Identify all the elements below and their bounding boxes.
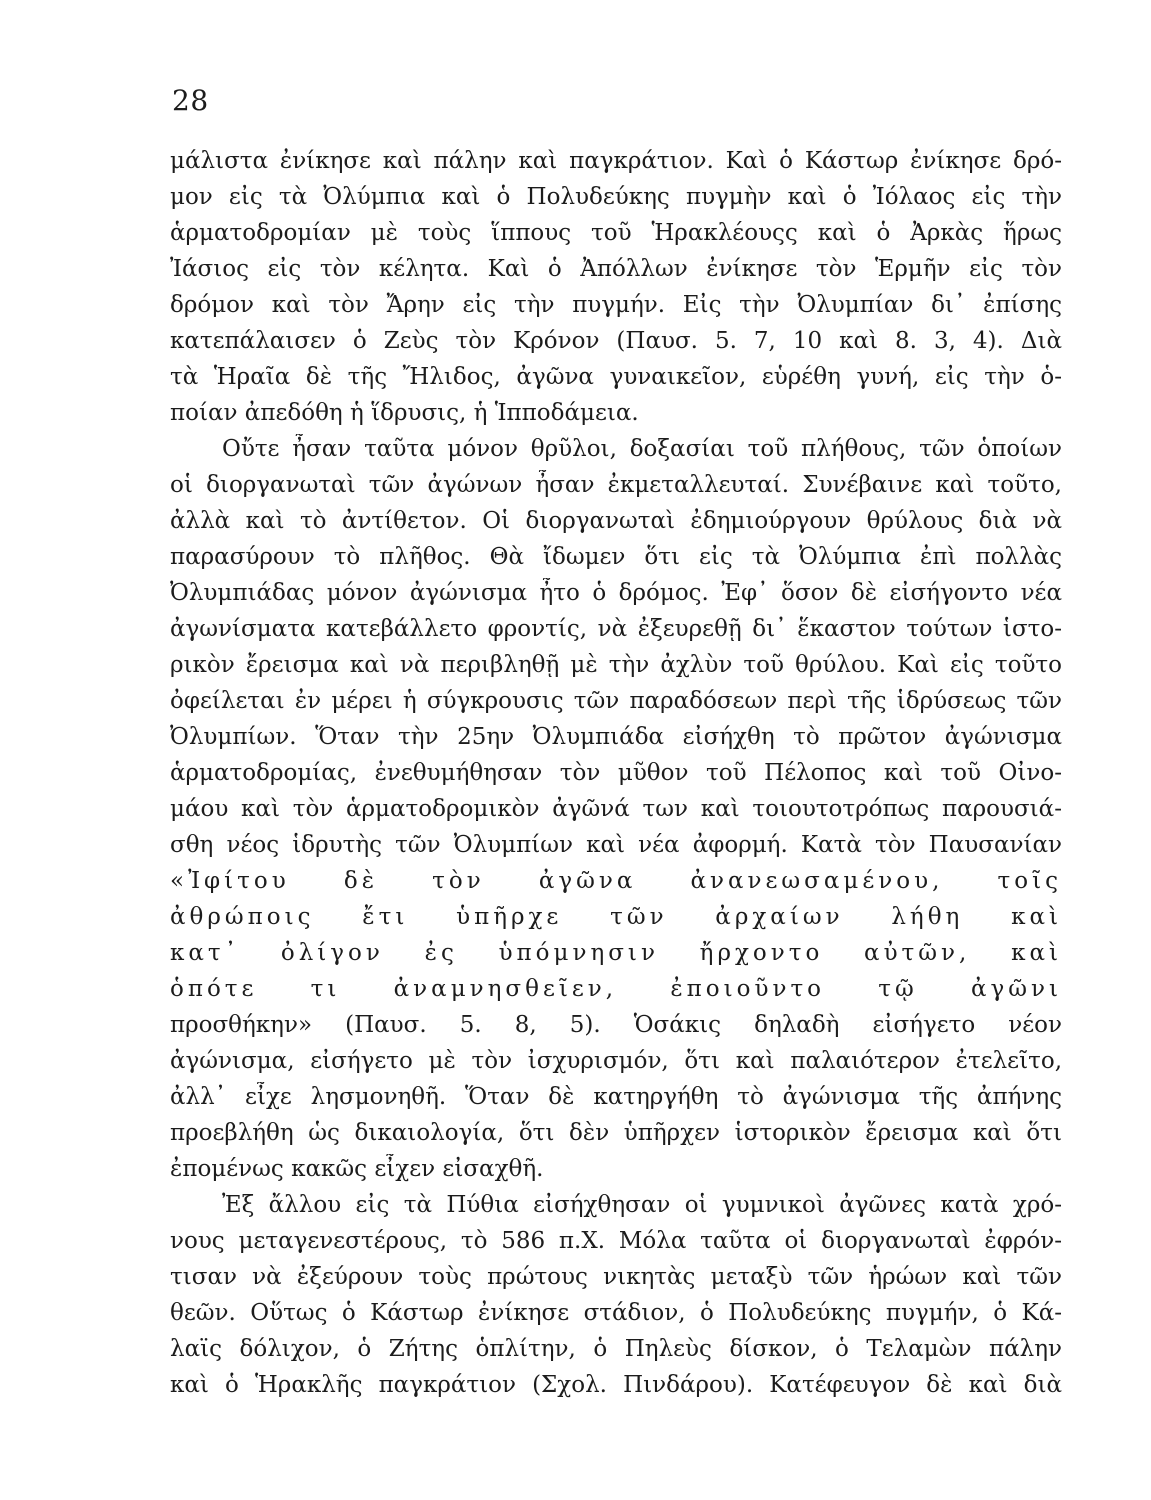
- text-line: ἀγωνίσματα κατεβάλλετο φροντίς, νὰ ἐξευρεθῇ δι᾽ ἕκαστον τούτων ἱστο-: [170, 616, 1062, 642]
- text-line: ἀλλ᾽ εἶχε λησμονηθῆ. Ὅταν δὲ κατηργήθη τὸ ἀγώνισμα τῆς ἀπήνης: [170, 1084, 1062, 1110]
- text-line: καὶ ὁ Ἡρακλῆς παγκράτιον (Σχολ. Πινδάρου). Κατέφευγον δὲ καὶ διὰ: [170, 1372, 1062, 1398]
- text-line: Ἰάσιος εἰς τὸν κέλητα. Καὶ ὁ Ἀπόλλων ἐνίκησε τὸν Ἑρμῆν εἰς τὸν: [170, 256, 1062, 282]
- text-line: ἁρματοδρομίαν μὲ τοὺς ἵππους τοῦ Ἡρακλέουςς καὶ ὁ Ἀρκὰς ἥρως: [170, 220, 1062, 246]
- text-line: οἱ διοργανωταὶ τῶν ἀγώνων ἦσαν ἐκμεταλλευταί. Συνέβαινε καὶ τοῦτο,: [170, 472, 1062, 498]
- text-line: κατεπάλαισεν ὁ Ζεὺς τὸν Κρόνον (Παυσ. 5. 7, 10 καὶ 8. 3, 4). Διὰ: [170, 328, 1062, 354]
- text-line: τισαν νὰ ἐξεύρουν τοὺς πρώτους νικητὰς μεταξὺ τῶν ἡρώων καὶ τῶν: [170, 1264, 1062, 1290]
- quotation-line: ὁπότε τι ἀναμνησθεῖεν, ἐποιοῦντο τῷ ἀγῶνι: [170, 976, 1062, 1002]
- text-line: Ὀλυμπιάδας μόνον ἀγώνισμα ἦτο ὁ δρόμος. Ἐφ᾽ ὅσον δὲ εἰσήγοντο νέα: [170, 580, 1062, 606]
- text-line: ἀλλὰ καὶ τὸ ἀντίθετον. Οἱ διοργανωταὶ ἐδημιούργουν θρύλους διὰ νὰ: [170, 508, 1062, 534]
- page-number: 28: [172, 84, 209, 117]
- text-line: μον εἰς τὰ Ὀλύμπια καὶ ὁ Πολυδεύκης πυγμὴν καὶ ὁ Ἰόλαος εἰς τὴν: [170, 184, 1062, 210]
- text-line: σθη νέος ἱδρυτὴς τῶν Ὀλυμπίων καὶ νέα ἀφορμή. Κατὰ τὸν Παυσανίαν: [170, 832, 1062, 858]
- quotation-line: ἀθρώποις ἔτι ὑπῆρχε τῶν ἀρχαίων λήθη καὶ: [170, 904, 1062, 930]
- text-line: ὀφείλεται ἐν μέρει ἡ σύγκρουσις τῶν παραδόσεων περὶ τῆς ἱδρύσεως τῶν: [170, 688, 1062, 714]
- text-line: νους μεταγενεστέρους, τὸ 586 π.Χ. Μόλα ταῦτα οἱ διοργανωταὶ ἐφρόν-: [170, 1228, 1062, 1254]
- text-line: ἁρματοδρομίας, ἐνεθυμήθησαν τὸν μῦθον τοῦ Πέλοπος καὶ τοῦ Οἰνο-: [170, 760, 1062, 786]
- quotation-line: «Ἰφίτου δὲ τὸν ἀγῶνα ἀνανεωσαμένου, τοῖς: [170, 868, 1062, 894]
- text-line: Ὀλυμπίων. Ὅταν τὴν 25ην Ὀλυμπιάδα εἰσήχθη τὸ πρῶτον ἀγώνισμα: [170, 724, 1062, 750]
- text-line: ἐπομένως κακῶς εἶχεν εἰσαχθῆ.: [170, 1156, 544, 1182]
- text-line: προεβλήθη ὡς δικαιολογία, ὅτι δὲν ὑπῆρχεν ἱστορικὸν ἔρεισμα καὶ ὅτι: [170, 1120, 1062, 1146]
- quotation-line: κατ᾽ ὀλίγον ἐς ὑπόμνησιν ἤρχοντο αὐτῶν, καὶ: [170, 940, 1062, 966]
- paragraph-first-line: Ἐξ ἄλλου εἰς τὰ Πύθια εἰσήχθησαν οἱ γυμνικοὶ ἀγῶνες κατὰ χρό-: [222, 1192, 1062, 1218]
- text-line: δρόμον καὶ τὸν Ἄρην εἰς τὴν πυγμήν. Εἰς τὴν Ὀλυμπίαν δι᾽ ἐπίσης: [170, 292, 1062, 318]
- text-line: λαϊς δόλιχον, ὁ Ζήτης ὁπλίτην, ὁ Πηλεὺς δίσκον, ὁ Τελαμὼν πάλην: [170, 1336, 1062, 1362]
- text-line: προσθήκην» (Παυσ. 5. 8, 5). Ὁσάκις δηλαδὴ εἰσήγετο νέον: [170, 1012, 1062, 1038]
- text-line: παρασύρουν τὸ πλῆθος. Θὰ ἴδωμεν ὅτι εἰς τὰ Ὀλύμπια ἐπὶ πολλὰς: [170, 544, 1062, 570]
- text-line: ρικὸν ἔρεισμα καὶ νὰ περιβληθῇ μὲ τὴν ἀχλὺν τοῦ θρύλου. Καὶ εἰς τοῦτο: [170, 652, 1062, 678]
- text-line: μάλιστα ἐνίκησε καὶ πάλην καὶ παγκράτιον. Καὶ ὁ Κάστωρ ἐνίκησε δρό-: [170, 148, 1062, 174]
- text-line: τὰ Ἡραῖα δὲ τῆς Ἤλιδος, ἀγῶνα γυναικεῖον, εὑρέθη γυνή, εἰς τὴν ὁ-: [170, 364, 1062, 390]
- text-line: ποίαν ἀπεδόθη ἡ ἵδρυσις, ἡ Ἱπποδάμεια.: [170, 400, 639, 426]
- text-line: θεῶν. Οὕτως ὁ Κάστωρ ἐνίκησε στάδιον, ὁ Πολυδεύκης πυγμήν, ὁ Κά-: [170, 1300, 1062, 1326]
- text-line: ἀγώνισμα, εἰσήγετο μὲ τὸν ἰσχυρισμόν, ὅτι καὶ παλαιότερον ἐτελεῖτο,: [170, 1048, 1062, 1074]
- paragraph-first-line: Οὔτε ἦσαν ταῦτα μόνον θρῦλοι, δοξασίαι τοῦ πλήθους, τῶν ὁποίων: [222, 436, 1062, 462]
- text-line: μάου καὶ τὸν ἁρματοδρομικὸν ἀγῶνά των καὶ τοιουτοτρόπως παρουσιά-: [170, 796, 1062, 822]
